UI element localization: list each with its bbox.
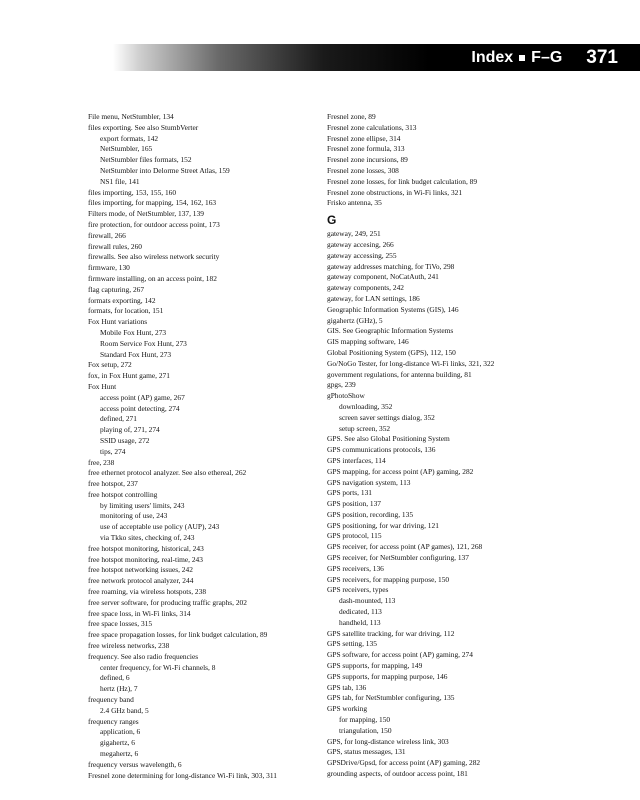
index-entry: GPS receivers, types: [327, 585, 389, 595]
index-subentry: downloading, 352: [339, 401, 393, 411]
header-section: Index: [471, 48, 514, 66]
index-entry: GIS. See Geographic Information Systems: [327, 326, 454, 336]
index-entry: firmware, 130: [88, 263, 130, 273]
index-entry: Fresnel zone calculations, 313: [327, 122, 417, 132]
index-entry: GPS receiver, for access point (AP games), 121, 268: [327, 542, 483, 552]
page-number: 371: [586, 46, 618, 68]
index-entry: frequency versus wavelength, 6: [88, 759, 182, 769]
index-subentry: triangulation, 150: [339, 725, 392, 735]
index-subentry: tips, 274: [100, 446, 126, 456]
index-entry: files importing, for mapping, 154, 162, 163: [88, 198, 217, 208]
index-group-f: [327, 112, 572, 209]
running-header: [471, 44, 618, 71]
index-subentry: NetStumbler into Delorme Street Atlas, 159: [100, 165, 230, 175]
index-entry: Fox setup, 272: [88, 360, 132, 370]
running-header-bar: [113, 44, 640, 71]
index-column-right: [327, 112, 572, 780]
index-subentry: access point detecting, 274: [100, 403, 180, 413]
index-subentry: megahertz, 6: [100, 749, 139, 759]
index-subentry: handheld, 113: [339, 617, 381, 627]
index-entry: gateway components, 242: [327, 283, 404, 293]
index-subentry: use of acceptable use policy (AUP), 243: [100, 522, 220, 532]
index-subentry: center frequency, for Wi-Fi channels, 8: [100, 662, 216, 672]
index-subentry: Room Service Fox Hunt, 273: [100, 338, 187, 348]
index-entry: GPS ports, 131: [327, 488, 372, 498]
index-entry: Fresnel zone, 89: [327, 112, 376, 121]
index-subentry: access point (AP) game, 267: [100, 392, 185, 402]
index-entry: Fresnel zone losses, for link budget calculation, 89: [327, 176, 478, 186]
index-entry: frequency ranges: [88, 716, 139, 726]
index-entry: Fresnel zone determining for long-distance Wi-Fi link, 303, 311: [88, 770, 277, 780]
index-column-left: [88, 112, 333, 781]
index-entry: GPS receiver, for NetStumbler configuring, 137: [327, 553, 469, 563]
index-subentry: application, 6: [100, 727, 141, 737]
index-subentry: NetStumbler, 165: [100, 144, 153, 154]
index-entry: Fox Hunt variations: [88, 317, 148, 327]
index-entry: gateway accessing, 255: [327, 250, 397, 260]
index-subentry: Standard Fox Hunt, 273: [100, 349, 172, 359]
index-entry: GPS communications protocols, 136: [327, 445, 436, 455]
index-entry: free, 238: [88, 457, 115, 467]
index-entry: gigahertz (GHz), 5: [327, 315, 383, 325]
index-subentry: playing of, 271, 274: [100, 425, 160, 435]
index-subentry: NS1 file, 141: [100, 176, 140, 186]
index-entry: GPSDrive/Gpsd, for access point (AP) gaming, 282: [327, 758, 481, 768]
index-entry: firmware installing, on an access point, 182: [88, 273, 217, 283]
header-range: F–G: [531, 48, 563, 66]
index-entry: Frisko antenna, 35: [327, 198, 382, 208]
index-entry: formats exporting, 142: [88, 295, 156, 305]
index-entry: GIS mapping software, 146: [327, 337, 409, 347]
index-entry: Geographic Information Systems (GIS), 146: [327, 304, 459, 314]
index-entry: Filters mode, of NetStumbler, 137, 139: [88, 209, 204, 219]
index-entry: gPhotoShow: [327, 391, 365, 401]
index-entry: fox, in Fox Hunt game, 271: [88, 371, 170, 381]
square-bullet-icon: [519, 55, 525, 61]
index-subentry: Mobile Fox Hunt, 273: [100, 327, 167, 337]
index-entry: GPS supports, for mapping purpose, 146: [327, 671, 448, 681]
index-entry: Fresnel zone formula, 313: [327, 144, 405, 154]
index-entry: gateway component, NoCatAuth, 241: [327, 272, 439, 282]
index-entry: frequency. See also radio frequencies: [88, 651, 199, 661]
index-entry: GPS, status messages, 131: [327, 747, 406, 757]
index-subentry: 2.4 GHz band, 5: [100, 705, 149, 715]
index-entry: GPS supports, for mapping, 149: [327, 661, 423, 671]
index-entry: free space loss, in Wi-Fi links, 314: [88, 608, 191, 618]
index-entry: free hotspot monitoring, real-time, 243: [88, 554, 203, 564]
index-entry: GPS, for long-distance wireless link, 303: [327, 736, 449, 746]
index-subentry: export formats, 142: [100, 133, 159, 143]
index-entry: gateway addresses matching, for TiVo, 298: [327, 261, 455, 271]
index-entry: firewall, 266: [88, 230, 126, 240]
index-entry: grounding aspects, of outdoor access point, 181: [327, 769, 468, 779]
index-entry: fire protection, for outdoor access point, 173: [88, 219, 220, 229]
index-entry: GPS mapping, for access point (AP) gaming, 282: [327, 466, 474, 476]
index-entry: gateway, for LAN settings, 186: [327, 293, 420, 303]
index-entry: free server software, for producing traffic graphs, 202: [88, 597, 247, 607]
index-entry: free hotspot networking issues, 242: [88, 565, 193, 575]
index-subentry: monitoring of use, 243: [100, 511, 168, 521]
index-subentry: gigahertz, 6: [100, 738, 135, 748]
index-subentry: screen saver settings dialog, 352: [339, 412, 435, 422]
index-entry: Fox Hunt: [88, 381, 117, 391]
index-entry: free hotspot monitoring, historical, 243: [88, 543, 204, 553]
index-subentry: defined, 271: [100, 414, 137, 424]
index-entry: Global Positioning System (GPS), 112, 150: [327, 347, 456, 357]
index-entry: frequency band: [88, 695, 134, 705]
index-entry: GPS tab, 136: [327, 682, 367, 692]
index-entry: GPS navigation system, 113: [327, 477, 411, 487]
index-subentry: SSID usage, 272: [100, 435, 150, 445]
index-entry: gateway accesing, 266: [327, 239, 394, 249]
index-subentry: setup screen, 352: [339, 423, 391, 433]
letter-heading-g: G: [327, 213, 337, 228]
index-entry: Fresnel zone losses, 308: [327, 165, 399, 175]
index-entry: free ethernet protocol analyzer. See also ethereal, 262: [88, 468, 247, 478]
index-entry: firewall rules, 260: [88, 241, 142, 251]
index-entry: Fresnel zone obstructions, in Wi-Fi links, 321: [327, 187, 463, 197]
index-entry: GPS setting, 135: [327, 639, 377, 649]
index-subentry: for mapping, 150: [339, 715, 391, 725]
index-entry: Fresnel zone incursions, 89: [327, 155, 408, 165]
index-subentry: defined, 6: [100, 673, 130, 683]
index-subentry: dedicated, 113: [339, 607, 382, 617]
index-subentry: NetStumbler files formats, 152: [100, 155, 192, 165]
index-entry: GPS positioning, for war driving, 121: [327, 520, 439, 530]
index-subentry: dash-mounted, 113: [339, 596, 396, 606]
index-entry: gateway, 249, 251: [327, 229, 381, 239]
index-entry: GPS interfaces, 114: [327, 455, 386, 465]
index-entry: File menu, NetStumbler, 134: [88, 112, 174, 121]
index-subentry: via Tkko sites, checking of, 243: [100, 533, 195, 543]
index-group-g: [327, 229, 572, 780]
index-entry: free wireless networks, 238: [88, 641, 170, 651]
index-entry: free hotspot, 237: [88, 479, 138, 489]
index-entry: free network protocol analyzer, 244: [88, 576, 194, 586]
index-entry: free space propagation losses, for link budget calculation, 89: [88, 630, 268, 640]
index-entry: GPS tab, for NetStumbler configuring, 135: [327, 693, 455, 703]
index-entry: GPS position, recording, 135: [327, 509, 414, 519]
index-entry: GPS receivers, for mapping purpose, 150: [327, 574, 450, 584]
index-entry: gpgs, 239: [327, 380, 356, 390]
index-entry: flag capturing, 267: [88, 284, 145, 294]
index-entry: files exporting. See also StumbVerter: [88, 122, 199, 132]
index-entry: GPS software, for access point (AP) gaming, 274: [327, 650, 473, 660]
index-entry: GPS position, 137: [327, 499, 382, 509]
index-entry: GPS. See also Global Positioning System: [327, 434, 450, 444]
index-entry: free hotspot controlling: [88, 489, 158, 499]
index-subentry: by limiting users' limits, 243: [100, 500, 185, 510]
index-entry: GPS receivers, 136: [327, 563, 384, 573]
index-entry: files importing, 153, 155, 160: [88, 187, 177, 197]
index-entry: firewalls. See also wireless network security: [88, 252, 220, 262]
index-entry: Go/NoGo Tester, for long-distance Wi-Fi links, 321, 322: [327, 358, 495, 368]
index-entry: GPS satellite tracking, for war driving, 112: [327, 628, 455, 638]
index-entry: GPS protocol, 115: [327, 531, 382, 541]
index-entry: Fresnel zone ellipse, 314: [327, 133, 401, 143]
index-entry: GPS working: [327, 704, 368, 714]
index-subentry: hertz (Hz), 7: [100, 684, 138, 694]
index-entry: free space losses, 315: [88, 619, 153, 629]
index-entry: free roaming, via wireless hotspots, 238: [88, 587, 207, 597]
index-entry: formats, for location, 151: [88, 306, 164, 316]
index-entry: government regulations, for antenna building, 81: [327, 369, 472, 379]
